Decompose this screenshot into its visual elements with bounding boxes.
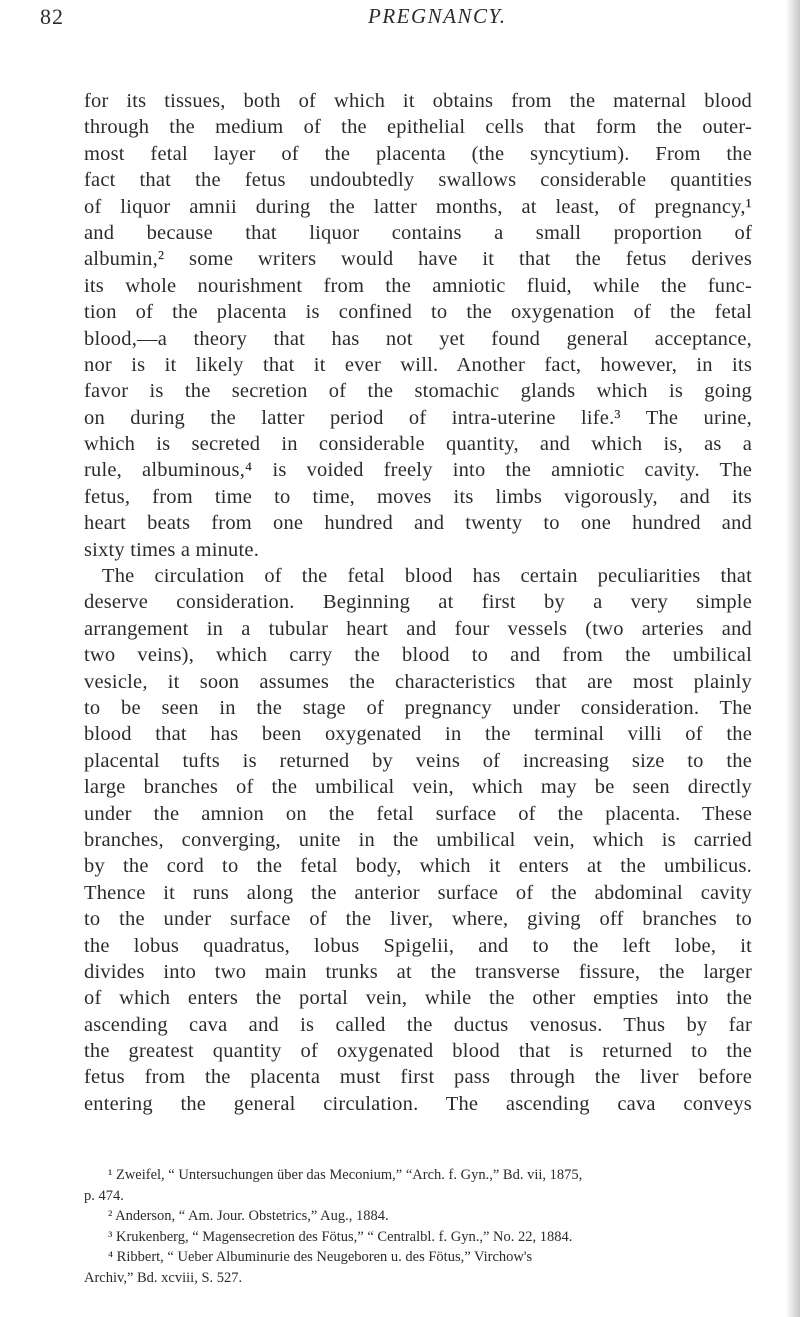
body-text <box>84 88 752 1117</box>
footnote-4: ⁴ Ribbert, “ Ueber Albuminurie des Neugeboren u. des Fötus,” Virchow's <box>108 1249 533 1265</box>
body-line: nor is it likely that it ever will. Another fact, however, in its <box>84 353 752 376</box>
footnote-3: ³ Krukenberg, “ Magensecretion des Fötus,” “ Centralbl. f. Gyn.,” No. 22, 1884. <box>108 1228 573 1245</box>
footnote-2: ² Anderson, “ Am. Jour. Obstetrics,” Aug., 1884. <box>108 1208 389 1224</box>
body-line: rule, albuminous,⁴ is voided freely into the amniotic cavity. The <box>84 459 752 482</box>
page-header <box>0 4 800 34</box>
body-line: by the cord to the fetal body, which it enters at the umbilicus. <box>84 855 752 878</box>
body-line: of which enters the portal vein, while the other empties into the <box>84 987 752 1010</box>
body-line: albumin,² some writers would have it that the fetus derives <box>84 248 752 271</box>
body-line: fetus from the placenta must first pass through the liver before <box>84 1066 752 1089</box>
body-line: ascending cava and is called the ductus venosus. Thus by far <box>84 1013 752 1036</box>
body-line: two veins), which carry the blood to and from the umbilical <box>84 644 752 667</box>
body-line: blood,—a theory that has not yet found general acceptance, <box>84 327 752 350</box>
body-line: of liquor amnii during the latter months, at least, of pregnancy,¹ <box>84 195 752 218</box>
body-line: and because that liquor contains a small proportion of <box>84 221 752 244</box>
body-line: through the medium of the epithelial cells that form the outer- <box>84 116 752 139</box>
body-line: branches, converging, unite in the umbilical vein, which is carried <box>84 828 752 851</box>
body-line: placental tufts is returned by veins of increasing size to the <box>84 749 752 772</box>
body-line: blood that has been oxygenated in the terminal villi of the <box>84 723 752 746</box>
body-line: its whole nourishment from the amniotic fluid, while the func- <box>84 274 752 297</box>
body-line: divides into two main trunks at the transverse fissure, the larger <box>84 960 752 983</box>
body-line: the lobus quadratus, lobus Spigelii, and to the left lobe, it <box>84 934 752 957</box>
body-line: the greatest quantity of oxygenated blood that is returned to the <box>84 1040 752 1063</box>
body-line: for its tissues, both of which it obtains from the maternal blood <box>84 90 752 112</box>
body-line: to the under surface of the liver, where, giving off branches to <box>84 908 752 931</box>
body-line: entering the general circulation. The ascending cava conveys <box>84 1092 752 1115</box>
body-line: deserve consideration. Beginning at first by a very simple <box>84 591 752 614</box>
footnote-4-continued: Archiv,” Bd. xcviii, S. 527. <box>84 1269 243 1286</box>
paragraph-start-line: The circulation of the fetal blood has certain peculiarities that <box>102 565 752 588</box>
body-line: fact that the fetus undoubtedly swallows considerable quantities <box>84 169 752 192</box>
body-line: most fetal layer of the placenta (the syncytium). From the <box>84 142 752 165</box>
body-line: under the amnion on the fetal surface of the placenta. These <box>84 802 752 825</box>
body-line: heart beats from one hundred and twenty to one hundred and <box>84 512 752 535</box>
body-line: large branches of the umbilical vein, which may be seen directly <box>84 776 752 799</box>
body-line: favor is the secretion of the stomachic glands which is going <box>84 380 752 403</box>
body-line: fetus, from time to time, moves its limbs vigorously, and its <box>84 485 752 508</box>
footnote-1-continued: p. 474. <box>84 1187 124 1204</box>
page-edge-shadow <box>786 0 800 1317</box>
body-line: to be seen in the stage of pregnancy under consideration. The <box>84 696 752 719</box>
running-head: PREGNANCY. <box>368 4 507 28</box>
body-line: vesicle, it soon assumes the characteristics that are most plainly <box>84 670 752 693</box>
body-line: arrangement in a tubular heart and four vessels (two arteries and <box>84 617 752 640</box>
footnote-1: ¹ Zweifel, “ Untersuchungen über das Meconium,” “Arch. f. Gyn.,” Bd. vii, 1875, <box>108 1167 583 1183</box>
body-line: on during the latter period of intra-uterine life.³ The urine, <box>84 406 752 429</box>
page-number: 82 <box>40 4 64 29</box>
body-line: tion of the placenta is confined to the oxygenation of the fetal <box>84 301 752 324</box>
body-line: which is secreted in considerable quantity, and which is, as a <box>84 433 752 456</box>
footnotes <box>84 1165 752 1288</box>
body-line: sixty times a minute. <box>84 538 260 561</box>
body-line: Thence it runs along the anterior surface of the abdominal cavity <box>84 881 752 904</box>
